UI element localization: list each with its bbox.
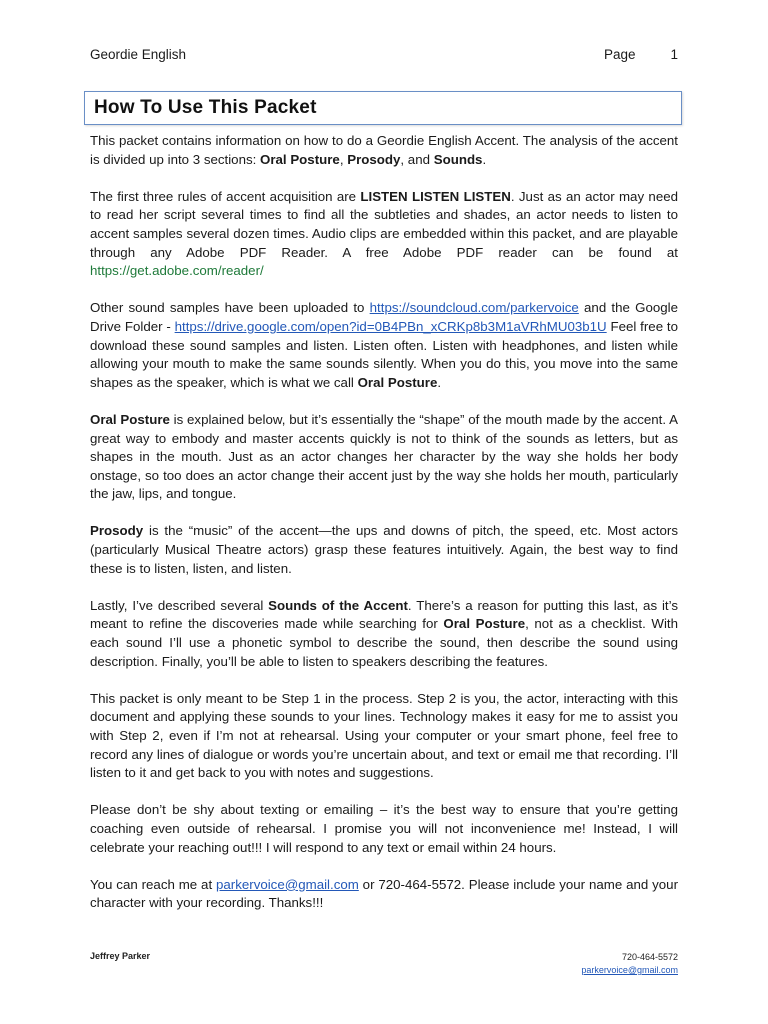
text: or 720-464-5572. Please include your name and your character with your recording. Thanks!!! bbox=[90, 876, 678, 911]
paragraph-oral-posture bbox=[90, 411, 678, 504]
bold-term-oral-posture: Oral Posture bbox=[90, 411, 170, 427]
text: , and bbox=[400, 151, 434, 167]
bold-term-prosody: Prosody bbox=[347, 151, 401, 167]
text: and the Google Drive Folder - bbox=[90, 300, 678, 334]
adobe-reader-link[interactable]: https://get.adobe.com/reader/ bbox=[90, 263, 264, 279]
text: Lastly, I’ve described several bbox=[90, 597, 269, 613]
text: The first three rules of accent acquisition are bbox=[90, 188, 361, 204]
google-drive-link[interactable]: https://drive.google.com/open?id=0B4PBn_xCRKp8b3M1aVRhMU03b1U bbox=[174, 318, 607, 334]
text: This packet contains information on how to do a Geordie English Accent. The analysis of the accent is divided up into 3 sections: bbox=[90, 133, 678, 167]
paragraph-sounds bbox=[90, 597, 678, 671]
text: . There’s a reason for putting this last, as it’s meant to refine the discoveries made while searching for bbox=[90, 597, 678, 632]
footer-phone: 720-464-5572 bbox=[621, 952, 678, 962]
bold-term-prosody: Prosody bbox=[90, 523, 144, 539]
paragraph-sound-samples bbox=[90, 299, 678, 392]
email-link[interactable]: parkervoice@gmail.com bbox=[216, 876, 359, 892]
text: Please don’t be shy about texting or emailing – it’s the best way to ensure that you’re getting coaching even outside of rehearsal. I promise you will not inconvenience me! Instead, I will celebrate your reaching out!!! I will respond to any text or email within 24 hours. bbox=[90, 802, 678, 855]
text: . bbox=[437, 374, 442, 390]
paragraph-listen bbox=[90, 188, 678, 281]
bold-listen: LISTEN LISTEN LISTEN bbox=[360, 188, 511, 204]
bold-term-oral-posture: Oral Posture bbox=[357, 374, 438, 390]
header-document-title: Geordie English bbox=[90, 47, 187, 62]
paragraph-intro bbox=[90, 132, 678, 169]
soundcloud-link[interactable]: https://soundcloud.com/parkervoice bbox=[369, 300, 579, 316]
header-page-number: 1 bbox=[670, 47, 678, 62]
bold-term-sounds: Sounds bbox=[433, 151, 483, 167]
footer-contact bbox=[581, 951, 678, 977]
text: , bbox=[339, 151, 348, 167]
bold-term-oral-posture: Oral Posture bbox=[443, 616, 526, 632]
text: , not as a checklist. With each sound I’ll use a phonetic symbol to describe the sound, then describe the sound using description. Finally, you’ll be able to listen to speakers describing the features. bbox=[90, 616, 678, 669]
paragraph-contact-encouragement bbox=[90, 801, 678, 857]
bold-term-oral-posture: Oral Posture bbox=[260, 151, 340, 167]
paragraph-prosody bbox=[90, 522, 678, 578]
section-title-box bbox=[84, 91, 682, 125]
page-header bbox=[90, 47, 678, 67]
text: is explained below, but it’s essentially the “shape” of the mouth made by the accent. A great way to embody and master accents quickly is not to think of the sounds as letters, but as shapes in the mouth. Just as an actor changes her character by the way she holds her body onstage, so too does an actor change their accent just by the way she holds her mouth, particularly the jaw, lips, and tongue. bbox=[90, 411, 678, 502]
text: . Just as an actor may need to read her script several times to find all the subtleties and shades, an actor needs to listen to accent samples several dozen times. Audio clips are embedded within this packet, and are playable through any Adobe PDF Reader. A free Adobe PDF reader can be found at bbox=[90, 188, 679, 260]
text: Feel free to download these sound samples and listen. Listen often. Listen with headphones, and listen while allowing your mouth to make the same sounds silently. When you do this, you move into the same shapes as the speaker, which is what we call bbox=[90, 318, 679, 390]
paragraph-contact-info bbox=[90, 876, 678, 913]
footer-author: Jeffrey Parker bbox=[90, 951, 151, 961]
text: You can reach me at bbox=[90, 876, 216, 892]
text: . bbox=[482, 151, 487, 167]
text: Other sound samples have been uploaded to bbox=[90, 300, 370, 316]
paragraph-steps bbox=[90, 690, 678, 783]
header-page-label: Page bbox=[604, 47, 636, 62]
section-title: How To Use This Packet bbox=[94, 97, 317, 118]
footer-email-link[interactable]: parkervoice@gmail.com bbox=[581, 965, 678, 975]
text: is the “music” of the accent—the ups and downs of pitch, the speed, etc. Most actors (particularly Musical Theatre actors) grasp these features intuitively. Again, the best way to find these is to listen, listen, and listen. bbox=[90, 523, 678, 576]
body-content bbox=[90, 132, 678, 932]
text: This packet is only meant to be Step 1 in the process. Step 2 is you, the actor, interacting with this document and applying these sounds to your lines. Technology makes it easy for me to assist you with Step 2, even if I’m not at rehearsal. Using your computer or your smart phone, feel free to record any lines of dialogue or words you’re uncertain about, and text or email me that recording. I’ll listen to it and get back to you with notes and suggestions. bbox=[90, 690, 678, 781]
bold-term-sounds-of-accent: Sounds of the Accent bbox=[268, 597, 408, 613]
